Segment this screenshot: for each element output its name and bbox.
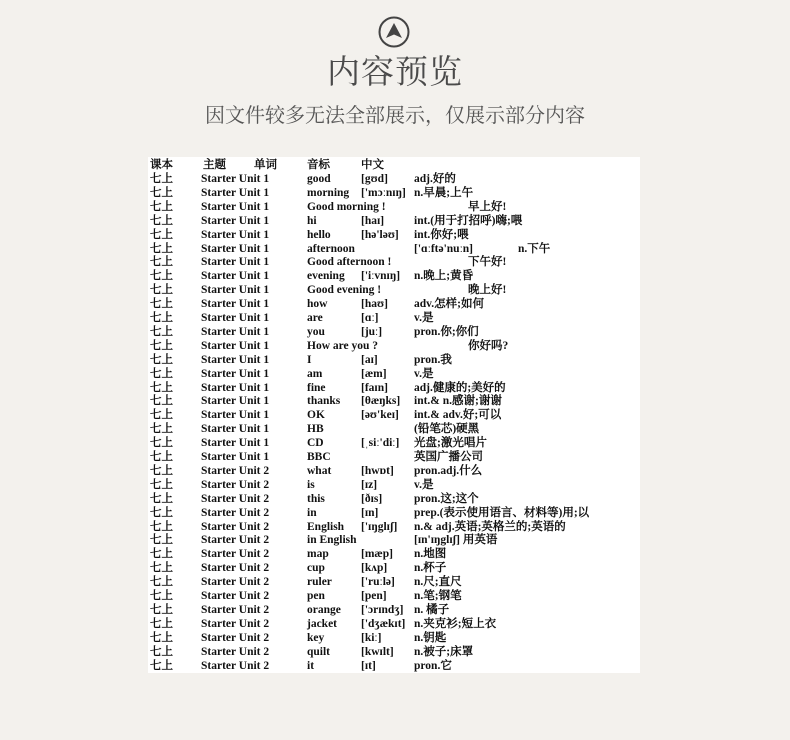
table-row — [148, 478, 640, 492]
cell-course: 七上 — [150, 520, 173, 533]
cell-word: I — [307, 353, 312, 366]
cell-word: is — [307, 478, 315, 491]
table-row — [148, 200, 640, 214]
table-row — [148, 367, 640, 381]
cell-phonetic: ['dʒækɪt] — [361, 617, 406, 630]
cell-meaning: int.& adv.好;可以 — [414, 409, 502, 422]
cell-course: 七上 — [150, 186, 173, 199]
cell-phonetic: [haʊ] — [361, 298, 388, 311]
table-row — [148, 617, 640, 631]
cell-course: 七上 — [150, 381, 173, 394]
cell-meaning: int.你好;喂 — [414, 228, 469, 241]
cell-course: 七上 — [150, 367, 173, 380]
cell-unit: Starter Unit 1 — [201, 409, 270, 422]
cell-unit: Starter Unit 2 — [201, 492, 270, 505]
cell-course: 七上 — [150, 242, 173, 255]
cell-word: CD — [307, 437, 324, 450]
cell-word: key — [307, 631, 325, 644]
cell-phonetic: [kiː] — [361, 631, 382, 644]
cell-unit: Starter Unit 1 — [201, 325, 270, 338]
cell-phonetic: [æm] — [361, 367, 387, 380]
table-row — [148, 408, 640, 422]
cell-word: quilt — [307, 645, 331, 658]
cell-unit: Starter Unit 2 — [201, 603, 270, 616]
cell-phonetic: ['ɔrɪndʒ] — [361, 603, 404, 616]
cell-course: 七上 — [150, 339, 173, 352]
table-row — [148, 214, 640, 228]
cell-course: 七上 — [150, 548, 173, 561]
cell-meaning: 光盘;激光唱片 — [414, 437, 487, 450]
table-header — [148, 158, 640, 172]
cell-word: evening — [307, 270, 345, 283]
cell-phonetic: [aɪ] — [361, 353, 378, 366]
cell-meaning: v.是 — [414, 478, 434, 491]
cell-word: HB — [307, 423, 324, 436]
cell-phonetic: [əʊ'keɪ] — [361, 409, 399, 422]
cell-course: 七上 — [150, 200, 173, 213]
cell-meaning: 早上好! — [468, 200, 507, 213]
table-row — [148, 325, 640, 339]
cell-word: cup — [307, 562, 325, 575]
cell-word: in — [307, 506, 317, 519]
cell-word: thanks — [307, 395, 341, 408]
cell-word: BBC — [307, 451, 331, 463]
cell-unit: Starter Unit 2 — [201, 534, 270, 547]
table-row — [148, 353, 640, 367]
cell-unit: Starter Unit 1 — [201, 423, 270, 436]
cell-course: 七上 — [150, 659, 173, 672]
cell-meaning: n.笔;钢笔 — [414, 590, 462, 602]
cell-course: 七上 — [150, 423, 173, 436]
cell-meaning: n.早晨;上午 — [414, 186, 474, 199]
table-row — [148, 533, 640, 547]
cell-word: how — [307, 298, 328, 311]
table-row — [148, 659, 640, 673]
cell-meaning: v.是 — [414, 312, 434, 324]
cell-phonetic: [haɪ] — [361, 214, 385, 227]
cell-word: you — [307, 325, 325, 338]
cell-unit: Starter Unit 1 — [201, 381, 270, 394]
cell-phonetic: ['ruːlə] — [361, 576, 395, 589]
cell-unit: Starter Unit 1 — [201, 312, 270, 324]
cell-phonetic: [hwɒt] — [361, 464, 394, 477]
cell-phonetic: [kʌp] — [361, 562, 388, 575]
cell-unit: Starter Unit 2 — [201, 548, 270, 561]
cell-unit: Starter Unit 1 — [201, 186, 270, 199]
cell-meaning: int.& n.感谢;谢谢 — [414, 395, 502, 408]
header-unit: 主题 — [203, 159, 226, 171]
cell-word: pen — [307, 590, 325, 602]
cell-meaning: int.(用于打招呼)嗨;喂 — [414, 214, 523, 227]
cell-word: English — [307, 520, 345, 533]
cell-course: 七上 — [150, 451, 173, 463]
cell-phonetic: [ˌsiː'diː] — [361, 437, 400, 450]
cell-unit: Starter Unit 1 — [201, 339, 270, 352]
cell-unit: Starter Unit 2 — [201, 659, 270, 672]
cell-phonetic: ['mɔːnɪŋ] — [361, 186, 406, 199]
cell-phonetic: [faɪn] — [361, 381, 388, 394]
cell-unit: Starter Unit 2 — [201, 520, 270, 533]
cell-unit: Starter Unit 1 — [201, 284, 270, 297]
cell-word: in English — [307, 534, 357, 547]
cell-unit: Starter Unit 2 — [201, 506, 270, 519]
cell-word: it — [307, 659, 315, 672]
cell-unit: Starter Unit 2 — [201, 617, 270, 630]
cell-unit: Starter Unit 2 — [201, 590, 270, 602]
table-row — [148, 561, 640, 575]
cell-unit: Starter Unit 1 — [201, 173, 270, 185]
cell-unit: Starter Unit 1 — [201, 228, 270, 241]
cell-unit: Starter Unit 1 — [201, 353, 270, 366]
cell-word: OK — [307, 409, 325, 422]
cell-unit: Starter Unit 1 — [201, 367, 270, 380]
cell-word: Good morning ! — [307, 200, 386, 213]
cell-phonetic: [pen] — [361, 590, 387, 602]
table-row — [148, 547, 640, 561]
cell-course: 七上 — [150, 256, 173, 269]
cell-unit: Starter Unit 1 — [201, 214, 270, 227]
cell-word: afternoon — [307, 242, 355, 255]
cell-word: Good afternoon ! — [307, 256, 392, 269]
cell-course: 七上 — [150, 353, 173, 366]
cell-meaning: 下午好! — [468, 256, 507, 269]
cell-course: 七上 — [150, 298, 173, 311]
table-row — [148, 283, 640, 297]
cell-meaning: n.下午 — [518, 242, 551, 255]
cell-phonetic: ['ɪŋglɪʃ] — [361, 520, 398, 533]
cell-unit: Starter Unit 1 — [201, 437, 270, 450]
cell-word: are — [307, 312, 323, 324]
cell-unit: Starter Unit 1 — [201, 451, 270, 463]
cell-word: what — [307, 464, 332, 477]
table-row — [148, 255, 640, 269]
cell-unit: Starter Unit 1 — [201, 298, 270, 311]
cell-phonetic: [mæp] — [361, 548, 393, 561]
header-course: 课本 — [150, 159, 173, 171]
cell-meaning: n.钥匙 — [414, 631, 447, 644]
cell-word: morning — [307, 186, 350, 199]
cell-meaning: n.地图 — [414, 548, 447, 561]
cell-phonetic: [ɪz] — [361, 478, 378, 491]
cell-meaning: pron.它 — [414, 659, 452, 672]
table-row — [148, 339, 640, 353]
table-row — [148, 297, 640, 311]
cell-course: 七上 — [150, 576, 173, 589]
table-row — [148, 589, 640, 603]
table-row — [148, 242, 640, 256]
cell-meaning: pron.我 — [414, 353, 452, 366]
cell-unit: Starter Unit 2 — [201, 562, 270, 575]
table-row — [148, 311, 640, 325]
table-row — [148, 186, 640, 200]
cell-phonetic: [θæŋks] — [361, 395, 401, 408]
cell-course: 七上 — [150, 492, 173, 505]
cell-course: 七上 — [150, 478, 173, 491]
cell-word: jacket — [307, 617, 338, 630]
table-row — [148, 422, 640, 436]
cell-meaning: (铅笔芯)硬黑 — [414, 423, 480, 436]
cell-course: 七上 — [150, 590, 173, 602]
cell-meaning: v.是 — [414, 367, 434, 380]
cell-word: good — [307, 173, 331, 185]
cell-word: am — [307, 367, 323, 380]
cell-unit: Starter Unit 2 — [201, 645, 270, 658]
cell-meaning: n. 橘子 — [414, 603, 450, 616]
cell-meaning: n.晚上;黄昏 — [414, 270, 474, 283]
cell-meaning: 英国广播公司 — [414, 451, 483, 463]
cell-course: 七上 — [150, 645, 173, 658]
table-row — [148, 575, 640, 589]
cell-meaning: prep.(表示使用语言、材料等)用;以 — [414, 506, 590, 519]
cell-course: 七上 — [150, 562, 173, 575]
cell-course: 七上 — [150, 464, 173, 477]
cell-word: hello — [307, 228, 331, 241]
cell-course: 七上 — [150, 214, 173, 227]
cell-course: 七上 — [150, 437, 173, 450]
cell-phonetic: [juː] — [361, 325, 383, 338]
cell-phonetic: [ðɪs] — [361, 492, 383, 505]
cell-unit: Starter Unit 1 — [201, 270, 270, 283]
cell-meaning: n.夹克衫;短上衣 — [414, 617, 497, 630]
cell-word: orange — [307, 603, 341, 616]
cell-meaning: n.被子;床罩 — [414, 645, 474, 658]
cell-unit: Starter Unit 2 — [201, 464, 270, 477]
cell-word: fine — [307, 381, 326, 394]
cell-phonetic: [kwɪlt] — [361, 645, 394, 658]
table-row — [148, 450, 640, 464]
cell-course: 七上 — [150, 603, 173, 616]
cell-phonetic: [gʊd] — [361, 173, 388, 185]
table-row — [148, 492, 640, 506]
cell-phonetic: [ɑː] — [361, 312, 379, 324]
page-title: 内容预览 — [327, 52, 463, 91]
cell-course: 七上 — [150, 617, 173, 630]
table-row — [148, 436, 640, 450]
table-row — [148, 520, 640, 534]
cell-meaning: 晚上好! — [468, 284, 507, 297]
cell-course: 七上 — [150, 284, 173, 297]
cell-unit: Starter Unit 2 — [201, 478, 270, 491]
cell-course: 七上 — [150, 173, 173, 185]
cell-word: How are you ? — [307, 339, 379, 352]
logo-icon — [378, 16, 410, 48]
table-row — [148, 172, 640, 186]
cell-unit: Starter Unit 2 — [201, 576, 270, 589]
table-row — [148, 464, 640, 478]
table-row — [148, 603, 640, 617]
cell-word: hi — [307, 214, 317, 227]
cell-meaning: adj.健康的;美好的 — [414, 381, 506, 394]
cell-word: map — [307, 548, 329, 561]
cell-meaning: n.& adj.英语;英格兰的;英语的 — [414, 520, 566, 533]
table-row — [148, 394, 640, 408]
page-subtitle: 因文件较多无法全部展示，仅展示部分内容 — [205, 103, 585, 127]
header-phonetic: 音标 — [307, 159, 330, 171]
table-row — [148, 631, 640, 645]
cell-meaning: [ɪn'ɪŋglɪʃ] 用英语 — [414, 534, 498, 547]
cell-unit: Starter Unit 1 — [201, 242, 270, 255]
cell-phonetic: [hə'ləʊ] — [361, 228, 399, 241]
table-row — [148, 645, 640, 659]
cell-meaning: adj.好的 — [414, 173, 456, 185]
cell-unit: Starter Unit 1 — [201, 395, 270, 408]
table-row — [148, 228, 640, 242]
cell-meaning: pron.你;你们 — [414, 325, 479, 338]
cell-unit: Starter Unit 2 — [201, 631, 270, 644]
cell-meaning: n.杯子 — [414, 562, 447, 575]
cell-unit: Starter Unit 1 — [201, 256, 270, 269]
cell-meaning: adv.怎样;如何 — [414, 298, 484, 311]
cell-course: 七上 — [150, 325, 173, 338]
table-row — [148, 269, 640, 283]
cell-phonetic: ['ɑːftə'nuːn] — [414, 242, 473, 255]
table-row — [148, 506, 640, 520]
cell-phonetic: [ɪt] — [361, 659, 376, 672]
cell-course: 七上 — [150, 409, 173, 422]
cell-course: 七上 — [150, 270, 173, 283]
cell-course: 七上 — [150, 631, 173, 644]
cell-word: ruler — [307, 576, 332, 589]
cell-unit: Starter Unit 1 — [201, 200, 270, 213]
cell-course: 七上 — [150, 534, 173, 547]
header-word: 单词 — [254, 159, 277, 171]
document-preview — [148, 157, 640, 673]
cell-course: 七上 — [150, 228, 173, 241]
cell-meaning: pron.这;这个 — [414, 492, 479, 505]
cell-meaning: 你好吗? — [468, 339, 509, 352]
header-meaning: 中文 — [361, 159, 384, 171]
cell-word: this — [307, 492, 325, 505]
cell-word: Good evening ! — [307, 284, 382, 297]
cell-meaning: n.尺;直尺 — [414, 576, 462, 589]
table-row — [148, 381, 640, 395]
cell-phonetic: [ɪn] — [361, 506, 379, 519]
cell-course: 七上 — [150, 395, 173, 408]
cell-course: 七上 — [150, 506, 173, 519]
cell-phonetic: ['iːvnɪŋ] — [361, 270, 401, 283]
cell-course: 七上 — [150, 312, 173, 324]
cell-meaning: pron.adj.什么 — [414, 464, 483, 477]
